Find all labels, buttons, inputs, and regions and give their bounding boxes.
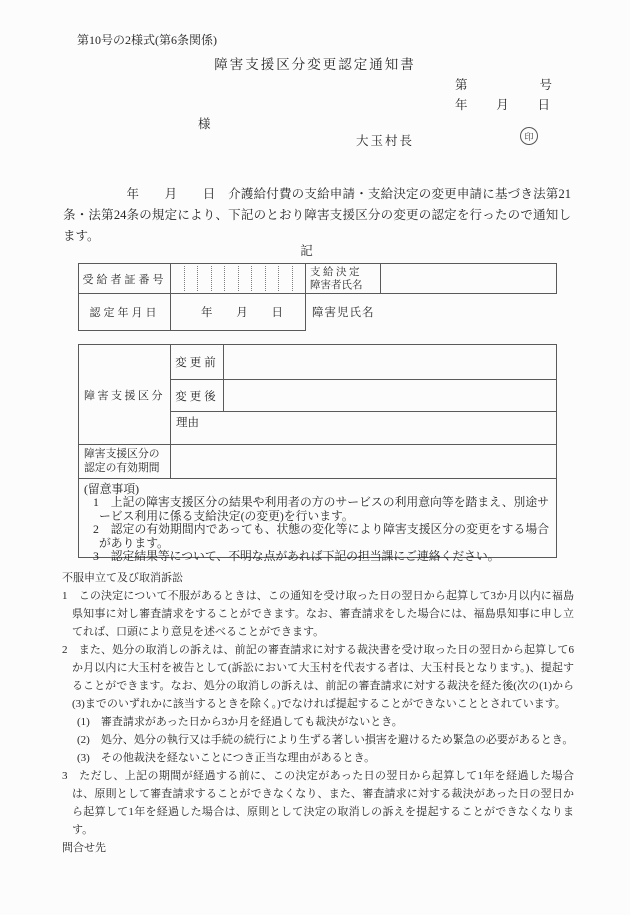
recipient-number-field (171, 264, 306, 293)
form-number: 第10号の2様式(第6条関係) (77, 33, 217, 47)
decision-person-name-label: 支給決定 障害者氏名 (306, 264, 381, 293)
after-change-field (224, 380, 556, 412)
date-day-label: 日 (537, 98, 550, 112)
validity-period-label: 障害支援区分の 認定の有効期間 (79, 445, 171, 479)
notes-title: (留意事項) (84, 482, 140, 496)
note-item-2: 2 認定の有効期間内であっても、状態の変化等により障害支援区分の変更をする場合があります。 (93, 522, 549, 550)
recipient-info-table-row1 (78, 263, 557, 294)
page-title: 障害支援区分変更認定通知書 (214, 57, 416, 72)
recipient-number-label: 受給者証番号 (79, 264, 171, 293)
record-marker: 記 (300, 244, 313, 258)
appeal-subitem-2: (2) 処分、処分の執行又は手続の続行により生ずる著しい損害を避けるため緊急の必要があるとき。 (77, 734, 574, 746)
doc-number-suffix: 号 (539, 78, 552, 92)
notes-section (79, 479, 556, 564)
notification-paragraph: 年 月 日 介護給付費の支給申請・支給決定の変更申請に基づき法第21条・法第24条の規定により、下記のとおり障害支援区分の変更の認定を行ったので通知します。 (63, 187, 571, 243)
appeal-section (62, 569, 574, 857)
before-change-field (224, 345, 556, 380)
seal-mark-icon: 印 (520, 127, 538, 145)
support-category-label: 障害支援区分 (79, 345, 171, 445)
issuer-name: 大玉村長 (356, 134, 415, 148)
note-item-1: 1 上記の障害支援区分の結果や利用者の方のサービスの利用意向等を踏まえ、別途サービス利用に係る支給決定(の変更)を行います。 (93, 495, 549, 523)
recipient-info-table-row2 (78, 294, 306, 331)
support-category-table (78, 344, 557, 564)
cert-day-label: 日 (271, 307, 283, 319)
issue-date-line (455, 95, 550, 113)
contact-label: 問合せ先 (62, 842, 106, 854)
appeal-heading: 不服申立て及び取消訴訟 (62, 572, 183, 584)
appeal-subitem-3: (3) その他裁決を経ないことにつき正当な理由があるとき。 (77, 752, 376, 764)
addressee-suffix: 様 (198, 117, 211, 131)
appeal-item-2: 2 また、処分の取消しの訴えは、前記の審査請求に対する裁決書を受け取った日の翌日から起算して6か月以内に大玉村を被告として(訴訟において大玉村を代表する者は、大玉村長となります。)、提起することができます。なお、処分の取消しの訴えは、前記の審査請求に対する裁決を経た後(次の(1)から(3)までのいずれかに該当するときを除く。)でなければ提起することができないこととされています。 (62, 644, 574, 710)
certification-date-field (171, 294, 305, 330)
decision-person-name-field (381, 264, 556, 293)
validity-period-field (171, 445, 556, 479)
cert-year-label: 年 (201, 307, 213, 319)
date-year-label: 年 (455, 98, 468, 112)
cert-month-label: 月 (236, 307, 248, 319)
note-item-3: 3 認定結果等について、不明な点があれば下記の担当課にご連絡ください。 (93, 549, 500, 564)
document-number-line (455, 75, 552, 93)
before-change-label: 変更前 (171, 345, 224, 380)
appeal-item-1: 1 この決定について不服があるときは、この通知を受け取った日の翌日から起算して3か月以内に福島県知事に対し審査請求をすることができます。なお、審査請求をした場合には、福島県知事に申し立てれば、口頭により意見を述べることができます。 (62, 590, 574, 638)
reason-field: 理由 (171, 412, 556, 445)
appeal-item-3: 3 ただし、上記の期間が経過する前に、この決定があった日の翌日から起算して1年を経過した場合は、原則として審査請求することができなくなり、また、審査請求に対する裁決があった日の翌日から起算して1年を経過した場合は、原則として決定の取消しの訴えを提起することができなくなります。 (62, 770, 574, 836)
after-change-label: 変更後 (171, 380, 224, 412)
certification-date-label: 認定年月日 (79, 294, 171, 330)
date-month-label: 月 (496, 98, 509, 112)
digit-boxes (171, 266, 305, 291)
child-name-label: 障害児氏名 (312, 307, 375, 319)
doc-number-prefix: 第 (455, 78, 468, 92)
appeal-subitem-1: (1) 審査請求があった日から3か月を経過しても裁決がないとき。 (77, 716, 403, 728)
